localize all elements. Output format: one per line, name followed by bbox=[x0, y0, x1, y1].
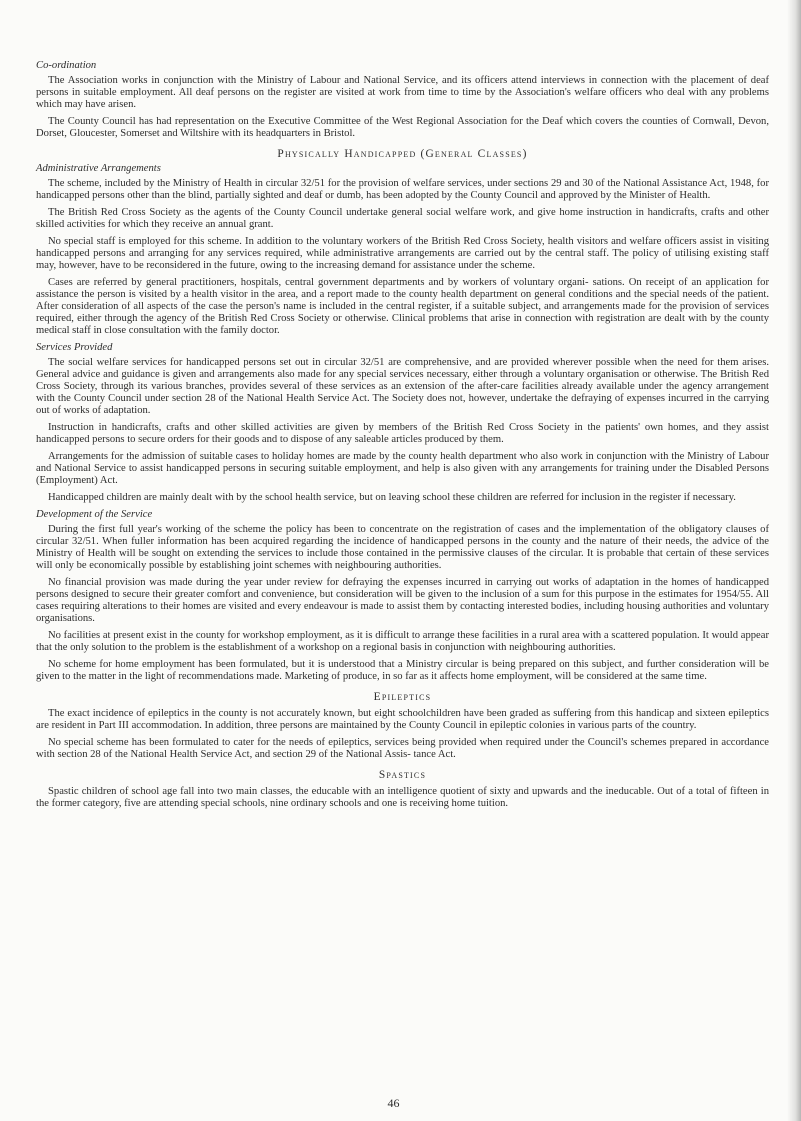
paragraph: The County Council has had representation on the Executive Committee of the West Regional Association for the Deaf which covers the counties of Cornwall, Devon, Dorset, Gloucester, Somerset and Wiltshire with its headquarters in Bristol. bbox=[36, 116, 769, 139]
paragraph: No facilities at present exist in the county for workshop employment, as it is difficult to arrange these facilities in a rural area with a scattered population. It would appear that the only solution to the problem is the establishment of a workshop on a regional basis in conjunction with neighbouring authorities. bbox=[36, 630, 769, 653]
paragraph: The social welfare services for handicapped persons set out in circular 32/51 are comprehensive, and are provided wherever possible when the need for them arises. General advice and guidance is given and arrangements also made for any special services necessary, either through a voluntary organisation or otherwise. The British Red Cross Society, through its various branches, provides several of these services as an extension of the after-care facilities already available under the agency arrangement with the County Council under section 28 of the National Health Service Act. The Society does not, however, undertake the defraying of expenses incurred in the carrying out of works of adaptation. bbox=[36, 357, 769, 416]
heading-epileptics: Epileptics bbox=[373, 691, 432, 703]
heading-coordination: Co-ordination bbox=[36, 60, 97, 71]
heading-physically-handicapped: Physically Handicapped (General Classes) bbox=[277, 148, 528, 160]
paragraph: No financial provision was made during the year under review for defraying the expenses incurred in carrying out works of adaptation in the homes of handicapped persons designed to secure their greater comfort and convenience, but consideration will be given to the inclusion of a sum for this purpose in the estimates for 1954/55. All cases requiring alterations to their homes are visited and every endeavour is made to assist them by contacting interested bodies, including housing authorities and voluntary organisations. bbox=[36, 577, 769, 624]
paragraph: Handicapped children are mainly dealt with by the school health service, but on leaving school these children are referred for inclusion in the register if necessary. bbox=[48, 492, 736, 503]
paragraph: Cases are referred by general practitioners, hospitals, central government departments and by workers of voluntary organi- sations. On receipt of an application for assistance the person is visited by a health visitor in the area, and a report made to the county health department on general conditions and the special needs of the patient. After consideration of all aspects of the case the person's name is included in the central register, if a suitable subject, and arrangements made for the provision of services required, either through the agency of the British Red Cross Society or otherwise. Clinical problems that arise in connection with registration are dealt with by the county medical staff in close consultation with the family doctor. bbox=[36, 277, 769, 336]
heading-development-of-service: Development of the Service bbox=[36, 509, 153, 520]
paragraph: The exact incidence of epileptics in the county is not accurately known, but eight schoolchildren have been graded as suffering from this handicap and sixteen epileptics are resident in Part III accommodation. In addition, three persons are maintained by the County Council in epileptic colonies in various parts of the country. bbox=[36, 708, 769, 731]
paragraph: No special staff is employed for this scheme. In addition to the voluntary workers of the British Red Cross Society, health visitors and welfare officers assist in visiting handicapped persons and arranging for any services required, while administrative arrangements are carried out by the central staff. The policy of utilising existing staff may, however, have to be reconsidered in the future, owing to the increasing demand for assistance under the scheme. bbox=[36, 236, 769, 271]
paragraph: No scheme for home employment has been formulated, but it is understood that a Ministry circular is being prepared on this subject, and further consideration will be given to the matter in the light of recommendations made. Marketing of produce, in so far as it affects home employment, will be considered at the same time. bbox=[36, 659, 769, 682]
paragraph: Arrangements for the admission of suitable cases to holiday homes are made by the county health department who also work in conjunction with the Ministry of Labour and National Service to assist handicapped persons in securing suitable employment, and help is also given with any arrangements for training under the Disabled Persons (Employment) Act. bbox=[36, 451, 769, 486]
heading-administrative-arrangements: Administrative Arrangements bbox=[36, 163, 161, 174]
paragraph: Spastic children of school age fall into two main classes, the educable with an intelligence quotient of sixty and upwards and the ineducable. Out of a total of fifteen in the former category, five are attending special schools, nine ordinary schools and one is receiving home tuition. bbox=[36, 786, 769, 809]
heading-spastics: Spastics bbox=[378, 769, 427, 781]
heading-services-provided: Services Provided bbox=[36, 342, 113, 353]
paragraph: The Association works in conjunction with the Ministry of Labour and National Service, and its officers attend interviews in connection with the placement of deaf persons in suitable employment. All deaf persons on the register are visited at work from time to time by the Association's welfare officers who deal with any problems which may have arisen. bbox=[36, 75, 769, 110]
page-body bbox=[36, 60, 769, 815]
paragraph: Instruction in handicrafts, crafts and other skilled activities are given by members of the British Red Cross Society in the patients' own homes, and they assist handicapped persons to secure orders for their goods and to dispose of any saleable articles produced by them. bbox=[36, 422, 769, 445]
paragraph: The scheme, included by the Ministry of Health in circular 32/51 for the provision of welfare services, under sections 29 and 30 of the National Assistance Act, 1948, for handicapped persons other than the blind, partially sighted and deaf or dumb, has been adopted by the County Council and approved by the Minister of Health. bbox=[36, 178, 769, 201]
paragraph: The British Red Cross Society as the agents of the County Council undertake general social welfare work, and give home instruction in handicrafts, crafts and other skilled activities for which they receive an annual grant. bbox=[36, 207, 769, 230]
paragraph: No special scheme has been formulated to cater for the needs of epileptics, services being provided when required under the Council's schemes prepared in accordance with section 28 of the National Health Service Act, and section 29 of the National Assis- tance Act. bbox=[36, 737, 769, 760]
page-edge-shadow bbox=[787, 0, 801, 1121]
page-number: 46 bbox=[387, 1096, 400, 1110]
paragraph: During the first full year's working of the scheme the policy has been to concentrate on the registration of cases and the implementation of the obligatory clauses of circular 32/51. When fuller information has been acquired regarding the incidence of handicapped persons in the county and the nature of their needs, the advice of the Ministry of Health will be sought on extending the services to include those contained in the permissive clauses of the circular. It is probable that certain of these services will only be economically possible by establishing joint schemes with neighbouring authorities. bbox=[36, 524, 769, 571]
